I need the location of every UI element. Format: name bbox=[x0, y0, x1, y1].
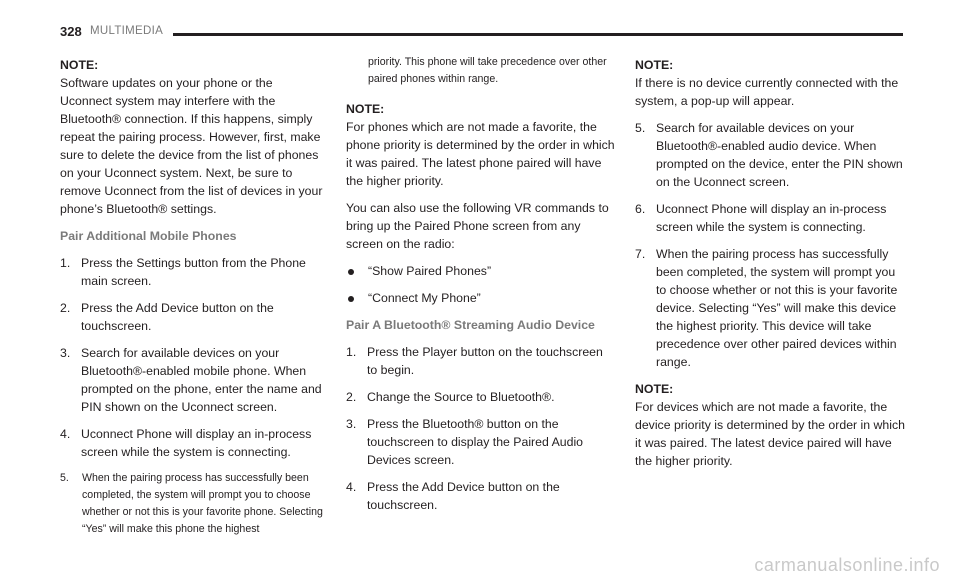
bullet-icon bbox=[346, 289, 368, 307]
list-item bbox=[346, 388, 616, 406]
step-number: 5. bbox=[60, 472, 69, 484]
watermark: carmanualsonline.info bbox=[754, 555, 940, 575]
step-text: Press the Bluetooth® button on the touchscreen to display the Paired Audio Devices screen. bbox=[367, 417, 584, 467]
note-label: NOTE: bbox=[635, 58, 674, 72]
step-number: 2. bbox=[346, 390, 357, 404]
step-number: 1. bbox=[60, 256, 71, 270]
column-right bbox=[635, 56, 905, 479]
step-text: Search for available devices on your Bluetooth®-enabled mobile phone. When prompted on the phone, enter the name and PIN shown on the Uconnect screen. bbox=[81, 346, 322, 414]
step-text: Press the Settings button from the Phone main screen. bbox=[81, 256, 306, 288]
step-text: When the pairing process has successfully been completed, the system will prompt you to choose whether or not this is your favorite phone. Selecting “Yes” will make this phone the highest bbox=[82, 472, 323, 535]
section-title: MULTIMEDIA bbox=[90, 25, 164, 37]
page-header bbox=[60, 24, 903, 44]
list-item bbox=[346, 343, 616, 379]
step-number: 4. bbox=[60, 427, 71, 441]
list-item bbox=[60, 299, 326, 335]
subheading-pair-additional-phones: Pair Additional Mobile Phones bbox=[60, 229, 237, 243]
step-text: Search for available devices on your Bluetooth®-enabled audio device. When prompted on the device, enter the PIN shown on the Uconnect screen. bbox=[656, 121, 903, 189]
step-text: Uconnect Phone will display an in-process screen while the system is connecting. bbox=[656, 202, 887, 234]
step-number: 2. bbox=[60, 301, 71, 315]
note-paragraph bbox=[635, 56, 905, 110]
page-number: 328 bbox=[60, 24, 82, 39]
note-text: For phones which are not made a favorite, the phone priority is determined by the order in which it was paired. The latest phone paired will have the higher priority. bbox=[346, 120, 615, 188]
list-item bbox=[346, 262, 616, 280]
bullet-icon bbox=[346, 262, 368, 280]
note-text: For devices which are not made a favorite, the device priority is determined by the order in which it was paired. The latest device paired will have the higher priority. bbox=[635, 400, 905, 468]
note-text: If there is no device currently connected with the system, a pop-up will appear. bbox=[635, 76, 899, 108]
list-item bbox=[60, 425, 326, 461]
step-number: 1. bbox=[346, 345, 357, 359]
list-item bbox=[60, 254, 326, 290]
step-number: 3. bbox=[346, 417, 357, 431]
bullet-text: “Show Paired Phones” bbox=[368, 264, 492, 278]
vr-intro-paragraph: You can also use the following VR commands to bring up the Paired Phone screen from any screen on the radio: bbox=[346, 201, 609, 251]
step-number: 5. bbox=[635, 121, 646, 135]
bullet-text: “Connect My Phone” bbox=[368, 291, 481, 305]
subheading-pair-audio-device: Pair A Bluetooth® Streaming Audio Device bbox=[346, 318, 595, 332]
note-paragraph bbox=[346, 100, 616, 190]
list-item bbox=[635, 200, 905, 236]
list-item bbox=[346, 289, 616, 307]
step-text: Press the Player button on the touchscreen to begin. bbox=[367, 345, 603, 377]
header-rule bbox=[173, 33, 903, 36]
step-text: Press the Add Device button on the touchscreen. bbox=[367, 480, 560, 512]
list-item bbox=[346, 415, 616, 469]
list-item bbox=[60, 344, 326, 416]
note-label: NOTE: bbox=[60, 58, 99, 72]
note-label: NOTE: bbox=[635, 382, 674, 396]
step-text: Press the Add Device button on the touchscreen. bbox=[81, 301, 274, 333]
step-number: 4. bbox=[346, 480, 357, 494]
list-item bbox=[346, 478, 616, 514]
step-text: Uconnect Phone will display an in-process screen while the system is connecting. bbox=[81, 427, 312, 459]
step-number: 6. bbox=[635, 202, 646, 216]
step-text: Change the Source to Bluetooth®. bbox=[367, 390, 555, 404]
list-item bbox=[60, 470, 326, 538]
list-item bbox=[635, 245, 905, 371]
list-item bbox=[635, 119, 905, 191]
continued-step-text: priority. This phone will take precedence over other paired phones within range. bbox=[368, 56, 607, 85]
step-text: When the pairing process has successfully been completed, the system will prompt you to choose whether or not this is your favorite device. Selecting “Yes” will make this device the highest priority. This device will take precedence over other paired devices within range. bbox=[656, 247, 898, 369]
note-label: NOTE: bbox=[346, 102, 385, 116]
column-middle bbox=[346, 54, 616, 523]
column-left bbox=[60, 56, 326, 547]
step-number: 3. bbox=[60, 346, 71, 360]
step-number: 7. bbox=[635, 247, 646, 261]
note-paragraph bbox=[635, 380, 905, 470]
note-text: Software updates on your phone or the Uconnect system may interfere with the Bluetooth® connection. If this happens, simply repeat the pairing process. However, first, make sure to delete the device from the list of phones on your Uconnect system. Next, be sure to remove Uconnect from the list of devices in your phone’s Bluetooth® settings. bbox=[60, 76, 323, 216]
note-paragraph bbox=[60, 56, 326, 218]
